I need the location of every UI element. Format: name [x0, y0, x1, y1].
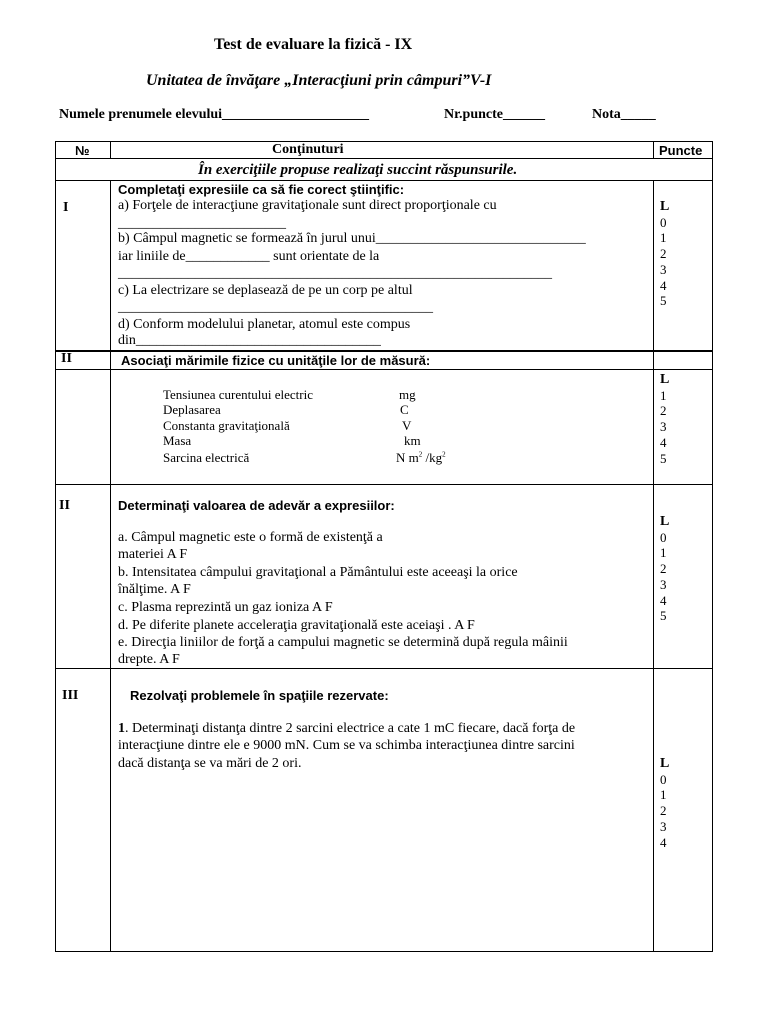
question-line: c. Plasma reprezintă un gaz ioniza A F: [118, 600, 333, 615]
score-value: 5: [660, 293, 667, 309]
score-column: [660, 371, 669, 466]
unit-superscript: 2: [442, 450, 446, 459]
score-value: 1: [660, 230, 667, 246]
score-value: 1: [660, 387, 667, 403]
unit-superscript: 2: [418, 450, 423, 459]
table-border-left: [55, 141, 56, 952]
score-value: 5: [660, 608, 667, 624]
score-value: 4: [660, 434, 667, 450]
score-value: 0: [660, 771, 667, 787]
question-line: drepte. A F: [118, 652, 180, 667]
score-value: 0: [660, 529, 667, 545]
answer-blank: _____________________________________________: [118, 300, 433, 315]
score-value: 4: [660, 277, 667, 293]
section-heading: Completaţi expresiile ca să fie corect ştiinţific:: [118, 182, 405, 197]
question-line: c) La electrizare se deplasează de pe un corp pe altul: [118, 283, 413, 298]
table-col-divider: [653, 141, 654, 158]
table-col-divider: [110, 141, 111, 158]
problem-line: dacă distanţa se va mări de 2 ori.: [118, 756, 302, 771]
unit-item: km: [404, 433, 421, 448]
score-value: 4: [660, 592, 667, 608]
section-heading: Determinaţi valoarea de adevăr a expresiilor:: [118, 498, 395, 513]
section-heading: Rezolvaţi problemele în spaţiile rezervate:: [130, 688, 389, 703]
score-value: 1: [660, 545, 667, 561]
section-heading: Asociaţi mărimile fizice cu unităţile lor de măsură:: [121, 353, 431, 368]
table-col-divider: [110, 180, 111, 952]
answer-blank: din___________________________________: [118, 333, 381, 348]
score-value: 1: [660, 787, 667, 803]
table-col-divider: [653, 180, 654, 952]
score-column: [660, 513, 669, 624]
problem-line: interacţiune dintre ele e 9000 mN. Cum se va schimba interacţiunea dintre sarcini: [118, 738, 575, 753]
document-subtitle: Unitatea de învăţare „Interacţiuni prin câmpuri”V-I: [146, 72, 492, 89]
score-label: L: [660, 756, 670, 771]
grade-label: Nota_____: [592, 107, 656, 122]
question-line: b. Intensitatea câmpului gravitaţional a Pământului este aceeaşi la orice: [118, 565, 518, 580]
table-divider: [55, 668, 713, 669]
score-label: L: [660, 372, 670, 387]
table-divider: [55, 158, 713, 159]
section-number: I: [63, 200, 69, 215]
unit-text: N m: [396, 450, 419, 465]
question-line: d) Conform modelului planetar, atomul este compus: [118, 317, 411, 332]
quantity-item: Deplasarea: [163, 402, 221, 417]
problem-text: . Determinaţi distanţa dintre 2 sarcini electrice a cate 1 mC fiecare, dacă forţa de: [125, 721, 576, 736]
section-number: II: [59, 498, 70, 513]
score-column: [660, 198, 669, 309]
table-divider: [55, 350, 713, 352]
score-column: [660, 755, 669, 850]
problem-number: 1: [118, 721, 125, 736]
score-value: 4: [660, 834, 667, 850]
score-value: 2: [660, 246, 667, 262]
question-line: a. Câmpul magnetic este o formă de existenţă a: [118, 530, 383, 545]
question-line: d. Pe diferite planete acceleraţia gravitaţională este aceiaşi . A F: [118, 618, 475, 633]
table-divider: [55, 484, 713, 485]
score-label: L: [660, 199, 670, 214]
quantity-item: Masa: [163, 433, 192, 448]
unit-item: mg: [399, 387, 416, 402]
score-value: 3: [660, 818, 667, 834]
table-divider: [55, 369, 713, 370]
unit-text: /kg: [425, 450, 443, 465]
question-line: iar liniile de____________ sunt orientate de la: [118, 249, 380, 264]
section-number: III: [62, 688, 79, 703]
table-border-top: [55, 141, 713, 142]
quantity-item: Sarcina electrică: [163, 450, 250, 465]
table-border-right: [712, 141, 713, 952]
question-line: e. Direcţia liniilor de forţă a campului magnetic se determină după regula mâinii: [118, 635, 568, 650]
column-header-content: Conţinuturi: [272, 142, 344, 157]
problem-line: [118, 721, 575, 737]
instruction-row: În exerciţiile propuse realizaţi succint răspunsurile.: [198, 162, 518, 178]
unit-item: V: [402, 418, 412, 433]
unit-item: C: [400, 402, 409, 417]
table-divider: [55, 180, 713, 181]
section-number: II: [61, 351, 72, 366]
score-value: 2: [660, 561, 667, 577]
document-title: Test de evaluare la fizică - IX: [214, 36, 413, 53]
score-value: 3: [660, 576, 667, 592]
column-header-points: Puncte: [659, 143, 703, 158]
score-value: 0: [660, 214, 667, 230]
score-value: 3: [660, 261, 667, 277]
quantity-item: Tensiunea curentului electric: [163, 387, 313, 402]
points-label: Nr.puncte______: [444, 107, 545, 122]
unit-item: [396, 450, 446, 466]
question-line: materiei A F: [118, 547, 188, 562]
score-value: 5: [660, 450, 667, 466]
score-value: 2: [660, 403, 667, 419]
score-value: 3: [660, 419, 667, 435]
score-value: 2: [660, 803, 667, 819]
score-label: L: [660, 514, 670, 529]
student-name-label: Numele prenumele elevului_____________________: [59, 107, 370, 122]
table-border-bottom: [55, 951, 713, 952]
quantity-item: Constanta gravitaţională: [163, 418, 290, 433]
column-header-number: №: [75, 143, 90, 158]
answer-blank: ______________________________________________________________: [118, 266, 552, 281]
question-line: înălţime. A F: [118, 582, 191, 597]
answer-blank: ________________________: [118, 216, 286, 231]
question-line: b) Câmpul magnetic se formează în jurul unui______________________________: [118, 231, 586, 246]
question-line: a) Forţele de interacţiune gravitaţionale sunt direct proporţionale cu: [118, 198, 497, 213]
